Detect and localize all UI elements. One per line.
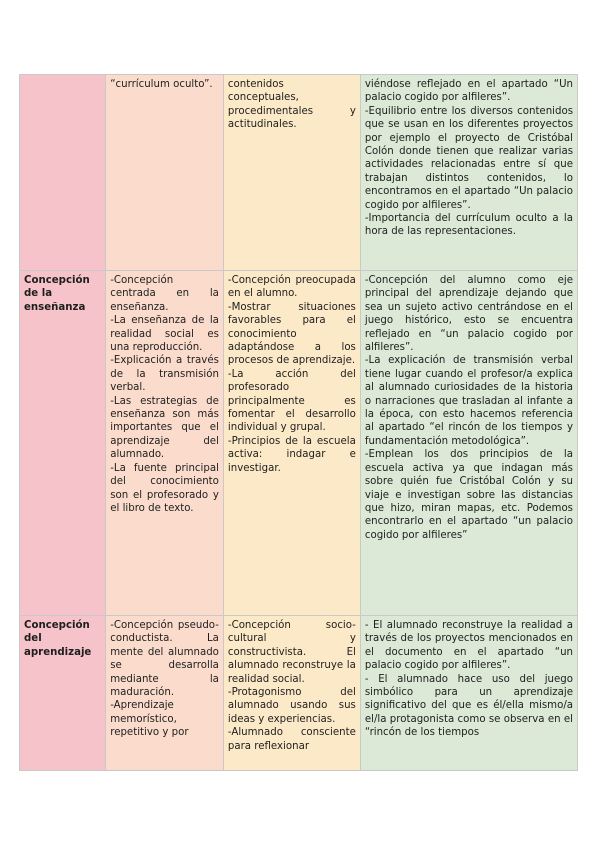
document-evidence-cell [360,75,577,271]
cell-text: “currículum oculto”. [110,79,213,90]
cell-text: contenidos conceptuales, procedimentales y actitudinales. [227,79,356,131]
comparison-table [19,74,578,771]
cell-text: -Concepción preocupada en el alumno. -Mostrar situaciones favorables para el conocimiento adaptándose a los procesos de aprendizaje. -La acción del profesorado principalmente es fomentar el desarrollo individual y grupal. -Principios de la escuela activa: indagar e investigar. [227,275,356,474]
row-label: Concepción de la enseñanza [24,275,90,313]
row-label-cell [20,616,106,771]
cell-text: - El alumnado reconstruye la realidad a través de los proyectos mencionados en el documento en el apartado “un palacio cogido por alfileres”. - El alumnado hace uso del juego simbólico para un aprendizaje significativo del que es él/ella mismo/a el/la protagonista como se observa en el “rincón de los tiempos [364,620,573,739]
traditional-model-cell [106,271,224,616]
cell-text: -Concepción centrada en la enseñanza. -La enseñanza de la realidad social es una reproducción. -Explicación a través de la transmisión verbal. -Las estrategias de enseñanza son más importantes que el aprendizaje del alumnado. -La fuente principal del conocimiento son el profesorado y el libro de texto. [110,275,219,514]
cell-text: -Concepción pseudo-conductista. La mente del alumnado se desarrolla mediante la maduración. -Aprendizaje memorístico, repetitivo y por [110,620,219,739]
document-evidence-cell [360,271,577,616]
cell-text: -Concepción socio-cultural y constructivista. El alumnado reconstruye la realidad social. -Protagonismo del alumnado usando sus ideas y experiencias. -Alumnado consciente para reflexionar [227,620,356,752]
traditional-model-cell [106,75,224,271]
cell-text: -Concepción del alumno como eje principal del aprendizaje dejando que sea un sujeto activo centrándose en el juego histórico, esto se encuentra reflejado en “un palacio cogido por alfileres”. -La explicación de transmisión verbal tiene lugar cuando el profesor/a explica al alumnado curiosidades de la historia o narraciones que trasladan al infante a la época, con esto hacemos referencia al apartado “el rincón de los tiempos y fundamentación metodológica”. -Emplean los dos principios de la escuela activa ya que indagan más sobre quién fue Cristóbal Colón y su viaje e investigan sobre las distancias que hizo, miran mapas, etc. Podemos encontrarlo en el apartado “un palacio cogido por alfileres” [364,275,573,541]
document-evidence-cell [360,616,577,771]
table-row [20,616,578,771]
cell-text: viéndose reflejado en el apartado “Un palacio cogido por alfileres”. -Equilibrio entre los diversos contenidos que se usan en los diferentes proyectos por ejemplo el proyecto de Cristóbal Colón donde tienen que realizar varias actividades relacionadas entre sí que trabajan distintos contenidos, lo encontramos en el apartado “Un palacio cogido por alfileres”. -Importancia del currículum oculto a la hora de las representaciones. [364,79,573,238]
alternative-model-cell [223,271,360,616]
traditional-model-cell [106,616,224,771]
table-row [20,271,578,616]
row-label-cell [20,75,106,271]
alternative-model-cell [223,75,360,271]
table-row [20,75,578,271]
alternative-model-cell [223,616,360,771]
row-label-cell [20,271,106,616]
row-label: Concepción del aprendizaje [24,620,92,658]
